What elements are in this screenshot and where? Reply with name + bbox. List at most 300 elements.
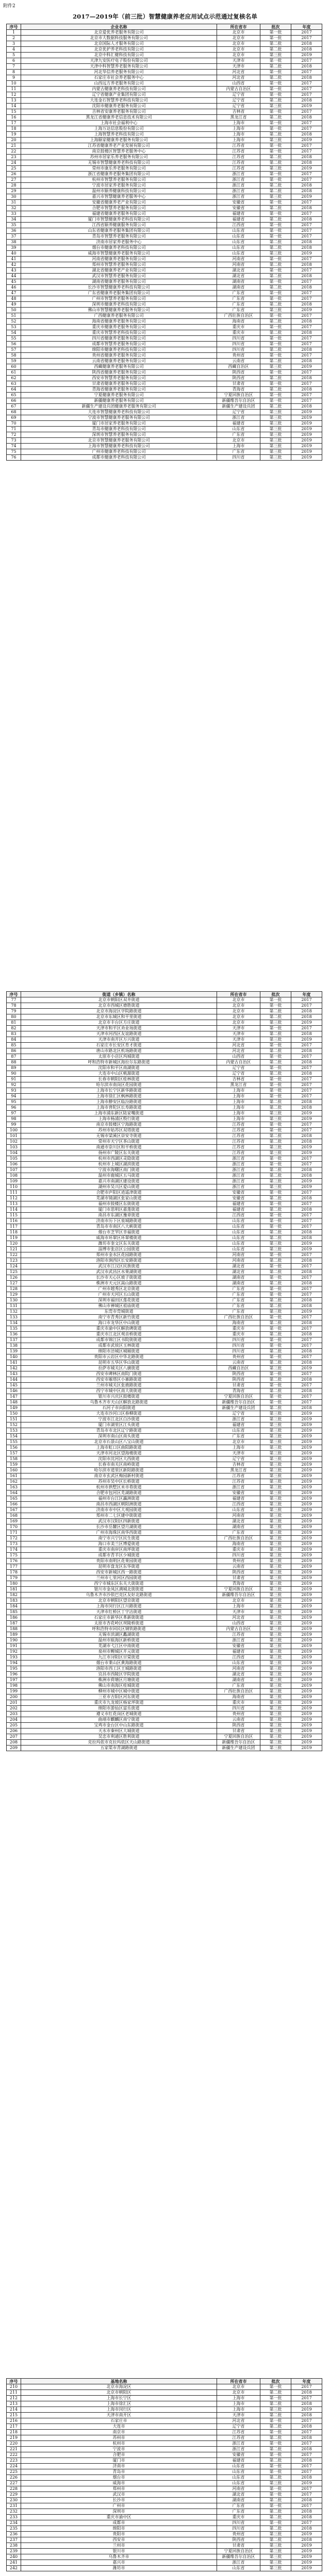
year-cell: 2017 [291,223,322,228]
seq-cell: 34 [7,217,21,223]
province-cell: 浙江省 [217,189,260,194]
province-cell: 广东省 [217,302,260,308]
seq-cell: 110 [7,1184,21,1190]
province-cell: 江苏省 [217,1122,260,1128]
province-cell: 山东省 [217,1224,260,1230]
seq-cell: 45 [7,279,21,285]
seq-cell: 135 [7,1326,21,1332]
attachment-label: 附件2 [3,4,15,9]
year-cell: 2017 [291,1156,322,1162]
name-cell: 河北华信养老服务有限公司 [21,70,217,75]
name-cell: 沈阳市健康养老服务有限公司 [21,104,217,109]
name-cell: 成都市智慧养老服务有限公司 [21,342,217,347]
seq-cell: 168 [7,1513,21,1519]
year-cell: 2019 [291,1541,322,1547]
table-row [7,421,322,427]
seq-cell: 198 [7,1683,21,1689]
table-row [7,70,322,75]
table-row [7,1213,322,1218]
name-cell: 广州市 [21,2503,217,2509]
table-row [7,1558,322,1564]
year-cell: 2017 [291,342,322,347]
year-cell: 2018 [291,285,322,291]
year-cell: 2018 [291,98,322,104]
seq-cell: 181 [7,1587,21,1592]
year-cell: 2019 [291,1490,322,1496]
name-cell: 南昌市东湖区豫章街道 [21,1213,217,1218]
province-cell: 河南省 [217,1666,260,1672]
table-row [7,58,322,64]
name-cell: 苏州市居家乐养老服务有限公司 [21,155,217,160]
table-row [7,1473,322,1479]
province-cell: 江苏省 [217,2435,260,2441]
seq-cell: 13 [7,98,21,104]
year-cell: 2017 [291,1065,322,1071]
year-cell: 2017 [291,1043,322,1048]
seq-cell: 192 [7,1649,21,1655]
province-cell: 湖北省 [217,1672,260,1677]
year-cell: 2017 [291,1264,322,1269]
province-cell: 北京市 [217,2390,260,2396]
province-cell: 江苏省 [217,143,260,149]
province-cell: 福建省 [217,1207,260,1213]
seq-cell: 203 [7,1711,21,1717]
table-row [7,1479,322,1485]
province-cell: 安徽省 [217,206,260,211]
name-cell: 湖州市吴兴区爱山街道 [21,1184,217,1190]
batch-cell: 第一批 [260,2430,291,2435]
province-cell: 新疆生产建设兵团 [217,404,260,410]
name-cell: 深圳市健康养老科技有限公司 [21,302,217,308]
table-row [7,1303,322,1309]
table-row [7,296,322,302]
name-cell: 温州市颐养健康科技有限公司 [21,189,217,194]
year-cell: 2017 [291,2520,322,2526]
name-cell: 广西健康养老服务有限公司 [21,313,217,319]
province-cell: 广东省 [217,1292,260,1298]
table-row [7,1337,322,1343]
province-cell: 黑龙江省 [217,1468,260,1473]
table-row [7,1332,322,1337]
seq-cell: 47 [7,291,21,296]
seq-cell: 54 [7,330,21,336]
year-cell: 2017 [291,149,322,155]
batch-cell: 第一批 [260,393,291,398]
name-cell: 合肥市智慧养老服务有限公司 [21,206,217,211]
seq-cell: 30 [7,194,21,200]
year-cell: 2019 [291,364,322,370]
province-cell: 浙江省 [217,1156,260,1162]
seq-cell: 18 [7,126,21,132]
name-cell: 曲靖市麒麟区南宁街道 [21,1717,217,1723]
year-cell: 2019 [291,166,322,172]
province-cell: 安徽省 [217,1490,260,1496]
table-row [7,1524,322,1530]
name-cell: 青岛市市南区八大峡街道 [21,1224,217,1230]
table-row [7,1360,322,1366]
table-row [7,1632,322,1638]
table-row [7,2554,322,2560]
year-cell: 2019 [291,1020,322,1026]
province-cell: 重庆市 [217,1332,260,1337]
year-cell: 2018 [291,206,322,211]
year-cell: 2018 [291,330,322,336]
table-row [7,115,322,121]
province-cell: 湖北省 [217,2492,260,2498]
name-cell: 拉萨市城关区八廓街道 [21,1366,217,1371]
seq-cell: 12 [7,92,21,98]
batch-cell: 第三批 [260,1519,291,1524]
batch-cell: 第二批 [260,1360,291,1366]
seq-cell: 158 [7,1456,21,1462]
province-cell: 广东省 [217,2503,260,2509]
name-cell: 长沙市智慧健康养老科技有限公司 [21,285,217,291]
batch-cell: 第三批 [260,438,291,444]
table-row [7,427,322,432]
table-row [7,997,322,1003]
name-cell: 银川市兴庆区鼓楼街道 [21,1394,217,1400]
name-cell: 常州市天宁区茶山街道 [21,1139,217,1145]
batch-cell: 第三批 [260,1689,291,1694]
batch-cell: 第二批 [260,2475,291,2481]
seq-cell: 186 [7,1615,21,1621]
batch-cell: 第一批 [260,92,291,98]
table-row [7,1434,322,1439]
name-cell: 重庆市九龙坡区杨家坪街道 [21,1700,217,1706]
seq-cell: 141 [7,1360,21,1366]
year-cell: 2019 [291,1592,322,1598]
table-row [7,1218,322,1224]
batch-cell: 第一批 [260,296,291,302]
table-row [7,1502,322,1507]
name-cell: 深圳市 [21,2509,217,2515]
seq-cell: 105 [7,1156,21,1162]
batch-cell: 第三批 [260,1638,291,1643]
name-cell: 杭州市拱墅区米市巷街道 [21,1485,217,1490]
table-row [7,1371,322,1377]
table-row [7,1009,322,1014]
batch-cell: 第一批 [260,87,291,92]
seq-cell: 148 [7,1400,21,1405]
table-row [7,1082,322,1088]
name-cell: 温州市鹿城区五马街道 [21,1173,217,1179]
year-cell: 2019 [291,444,322,449]
province-cell: 四川省 [217,2520,260,2526]
seq-cell: 83 [7,1031,21,1037]
seq-cell: 61 [7,370,21,376]
year-cell: 2017 [291,1054,322,1060]
province-cell: 天津市 [217,1609,260,1615]
column-header: 街道（乡镇）名称 [21,992,217,997]
name-cell: 石家庄市长安区育才街道 [21,1043,217,1048]
year-cell: 2018 [291,1320,322,1326]
year-cell: 2018 [291,1388,322,1394]
table-row [7,245,322,251]
province-cell: 天津市 [217,1026,260,1031]
table-row [7,1604,322,1609]
name-cell: 南宁市兴宁区民生街道 [21,1536,217,1541]
province-cell: 上海市 [217,1604,260,1609]
batch-cell: 第二批 [260,1167,291,1173]
province-cell: 吉林省 [217,1077,260,1082]
province-cell: 河北省 [217,1043,260,1048]
year-cell: 2017 [291,200,322,206]
province-cell: 新疆生产建设兵团 [217,1745,260,1751]
batch-cell: 第三批 [260,194,291,200]
seq-cell: 213 [7,2401,21,2407]
table-row [7,1043,322,1048]
batch-cell: 第一批 [260,1094,291,1099]
year-cell: 2018 [291,2390,322,2396]
year-cell: 2017 [291,393,322,398]
name-cell: 深圳市南山区南头街道 [21,1434,217,1439]
year-cell: 2019 [291,1445,322,1451]
table-row [7,1326,322,1332]
name-cell: 陕西省健康养老服务有限公司 [21,370,217,376]
batch-cell: 第一批 [260,1026,291,1031]
seq-cell: 159 [7,1462,21,1468]
batch-cell: 第二批 [260,1060,291,1065]
name-cell: 甘肃省健康养老服务有限公司 [21,381,217,387]
seq-cell: 111 [7,1190,21,1196]
name-cell: 湖北省健康养老产业有限公司 [21,268,217,274]
year-cell: 2019 [291,1422,322,1428]
year-cell: 2019 [291,1638,322,1643]
name-cell: 常州市康乐养老服务有限公司 [21,166,217,172]
batch-cell: 第三批 [260,410,291,415]
year-cell: 2018 [291,1349,322,1354]
province-cell: 上海市 [217,121,260,126]
seq-cell: 10 [7,81,21,87]
province-cell: 广东省 [217,1530,260,1536]
year-cell: 2017 [291,353,322,359]
name-cell: 合肥市包河区芜湖路街道 [21,1490,217,1496]
batch-cell: 第三批 [260,1247,291,1252]
table-row [7,1513,322,1519]
seq-cell: 138 [7,1343,21,1349]
table-row [7,1026,322,1031]
province-cell: 上海市 [217,126,260,132]
year-cell: 2017 [291,1077,322,1082]
province-cell: 上海市 [217,1111,260,1116]
seq-cell: 103 [7,1145,21,1150]
name-cell: 北京市朝阳区望京街道 [21,1598,217,1604]
year-cell: 2017 [291,997,322,1003]
year-cell: 2017 [291,1343,322,1349]
name-cell: 青岛市智慧养老服务有限公司 [21,234,217,240]
seq-cell: 185 [7,1609,21,1615]
year-cell: 2017 [291,2452,322,2458]
name-cell: 杭州市西湖区灵隐街道 [21,1156,217,1162]
year-cell: 2018 [291,2526,322,2532]
year-cell: 2017 [291,109,322,115]
province-cell: 广东省 [217,308,260,313]
batch-cell: 第三批 [260,1037,291,1043]
seq-cell: 172 [7,1536,21,1541]
province-cell: 江苏省 [217,1128,260,1133]
province-cell: 广东省 [217,296,260,302]
name-cell: 海南省健康养老服务有限公司 [21,319,217,325]
year-cell: 2018 [291,1139,322,1145]
name-cell: 上海市浦东新区陆家嘴街道 [21,1111,217,1116]
name-cell: 重庆市南岸区南坪街道 [21,1547,217,1553]
seq-cell: 20 [7,138,21,143]
province-cell: 重庆市 [217,2515,260,2520]
seq-cell: 223 [7,2458,21,2464]
seq-cell: 68 [7,410,21,415]
table-row [7,104,322,109]
column-header: 基地名称 [21,2379,217,2384]
seq-cell: 112 [7,1196,21,1201]
province-cell: 天津市 [217,58,260,64]
table-row [7,36,322,41]
seq-cell: 193 [7,1655,21,1660]
name-cell: 长沙市 [21,2498,217,2503]
batch-cell: 第一批 [260,1077,291,1082]
year-cell: 2017 [291,2492,322,2498]
name-cell: 温州市瓯海区新桥街道 [21,1638,217,1643]
name-cell: 沈阳市沈河区大西街道 [21,1456,217,1462]
province-cell: 贵州省 [217,2532,260,2537]
name-cell: 大连市 [21,2424,217,2430]
table-row [7,251,322,257]
batch-cell: 第二批 [260,1235,291,1241]
table-row [7,1655,322,1660]
batch-cell: 第二批 [260,2424,291,2430]
batch-cell: 第二批 [260,1196,291,1201]
batch-cell: 第一批 [260,1054,291,1060]
seq-cell: 118 [7,1230,21,1235]
seq-cell: 241 [7,2560,21,2566]
table-row [7,166,322,172]
year-cell: 2019 [291,427,322,432]
table-row [7,1065,322,1071]
name-cell: 唐山市路北区机场路街道 [21,1048,217,1054]
province-cell: 辽宁省 [217,92,260,98]
table-row [7,41,322,47]
name-cell: 西安市 [21,2537,217,2543]
seq-cell: 165 [7,1496,21,1502]
province-cell: 内蒙古自治区 [217,1626,260,1632]
batch-cell: 第一批 [260,1343,291,1349]
province-cell: 湖南省 [217,1275,260,1281]
table-row [7,177,322,183]
province-cell: 北京市 [217,2384,260,2390]
seq-cell: 129 [7,1292,21,1298]
province-cell: 北京市 [217,1439,260,1445]
seq-cell: 167 [7,1507,21,1513]
table-row [7,183,322,189]
batch-cell: 第二批 [260,1303,291,1309]
name-cell: 长春市朝阳区桂林街道 [21,1077,217,1082]
year-cell: 2019 [291,1706,322,1711]
batch-cell: 第一批 [260,200,291,206]
batch-cell: 第三批 [260,1706,291,1711]
batch-cell: 第三批 [260,2532,291,2537]
year-cell: 2017 [291,1315,322,1320]
province-cell: 辽宁省 [217,2424,260,2430]
table-row [7,1411,322,1417]
batch-cell: 第三批 [260,1439,291,1445]
batch-cell: 第一批 [260,1156,291,1162]
year-cell: 2019 [291,1502,322,1507]
batch-cell: 第三批 [260,1587,291,1592]
year-cell: 2019 [291,1451,322,1456]
name-cell: 佛山市禅城区祖庙街道 [21,1303,217,1309]
seq-cell: 25 [7,166,21,172]
name-cell: 天津市和平区劝业场街道 [21,1026,217,1031]
table-row [7,1230,322,1235]
name-cell: 济南市 [21,2464,217,2469]
table-row [7,2447,322,2452]
table-row [7,1269,322,1275]
province-cell: 江苏省 [217,1139,260,1145]
batch-cell: 第三批 [260,1694,291,1700]
year-cell: 2019 [291,1479,322,1485]
table-row [7,53,322,58]
seq-cell: 139 [7,1349,21,1354]
table-row [7,1031,322,1037]
table-row [7,1298,322,1303]
year-cell: 2019 [291,2566,322,2571]
name-cell: 烟台市莱山区黄海路街道 [21,1660,217,1666]
batch-cell: 第三批 [260,1456,291,1462]
seq-cell: 6 [7,58,21,64]
table-row [7,1071,322,1077]
seq-cell: 81 [7,1020,21,1026]
table-row [7,1417,322,1422]
seq-cell: 48 [7,296,21,302]
year-cell: 2018 [291,274,322,279]
table-row [7,1128,322,1133]
batch-cell: 第二批 [260,2435,291,2441]
year-cell: 2017 [291,2396,322,2401]
batch-cell: 第三批 [260,308,291,313]
table-row [7,1309,322,1315]
year-cell: 2017 [291,81,322,87]
table-row [7,274,322,279]
seq-cell: 228 [7,2486,21,2492]
batch-cell: 第三批 [260,1524,291,1530]
year-cell: 2018 [291,1360,322,1366]
province-cell: 江苏省 [217,1632,260,1638]
table-row [7,1564,322,1570]
batch-cell: 第三批 [260,1745,291,1751]
year-cell: 2017 [291,1354,322,1360]
table-row [7,1179,322,1184]
seq-cell: 38 [7,240,21,245]
province-cell: 江苏省 [217,1150,260,1156]
province-cell: 江苏省 [217,155,260,160]
batch-cell: 第二批 [260,1173,291,1179]
name-cell: 呼和浩特市回民区钢铁路街道 [21,1626,217,1632]
table-row [7,1224,322,1230]
table-row [7,1700,322,1706]
seq-cell: 177 [7,1564,21,1570]
province-cell: 广东省 [217,1434,260,1439]
name-cell: 苏州市 [21,2435,217,2441]
year-cell: 2017 [291,1162,322,1167]
batch-cell: 第三批 [260,166,291,172]
name-cell: 烟台市健康养老科技有限公司 [21,245,217,251]
name-cell: 南京市 [21,2430,217,2435]
table-row [7,1366,322,1371]
province-cell: 浙江省 [217,194,260,200]
province-cell: 山西省 [217,1054,260,1060]
year-cell: 2018 [291,319,322,325]
year-cell: 2019 [291,1700,322,1706]
seq-cell: 233 [7,2515,21,2520]
